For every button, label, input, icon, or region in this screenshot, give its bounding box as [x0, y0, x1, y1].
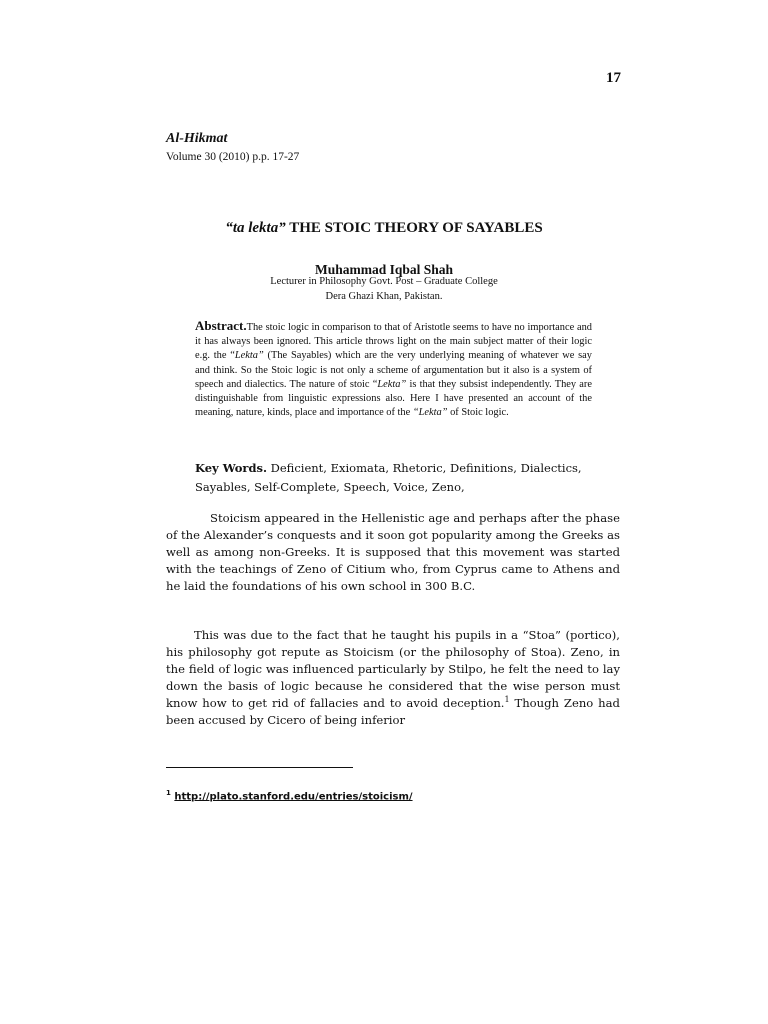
journal-name: Al-Hikmat: [166, 131, 228, 146]
keywords-list: Deficient, Exiomata, Rhetoric, Definitions, Dialectics, Sayables, Self-Complete, Speech, Voice, Zeno,: [195, 461, 582, 494]
body-paragraph-2: [166, 627, 620, 729]
body-paragraph-1: Stoicism appeared in the Hellenistic age and perhaps after the phase of the Alexander’s conquests and it soon got popularity among the Greeks as well as among non-Greeks. It is supposed that this movement was started with the teachings of Zeno of Citium who, from Cyprus came to Athens and he laid the foundations of his own school in 300 B.C.: [166, 511, 620, 593]
volume-line: Volume 30 (2010) p.p. 17-27: [166, 151, 300, 163]
footnote-link[interactable]: http://plato.stanford.edu/entries/stoicism/: [174, 791, 413, 803]
author-affiliation-1: Lecturer in Philosophy Govt. Post – Graduate College: [270, 276, 498, 287]
footnote-divider: [166, 767, 353, 768]
abstract-text-1: The stoic logic in comparison to that of Aristotle seems to have no importance and it has always been ignored. This article throws light on the main subject matter of their logic e.g. the “: [195, 322, 592, 362]
footnote: [166, 789, 413, 802]
article-title: [0, 220, 768, 237]
title-main: THE STOIC THEORY OF SAYABLES: [289, 220, 543, 236]
keywords: [195, 459, 592, 497]
page-number: 17: [606, 70, 621, 86]
author-name: Muhammad Iqbal Shah: [314, 262, 454, 277]
footnote-reference[interactable]: 1: [504, 695, 510, 705]
abstract-lekta-1: Lekta”: [234, 350, 264, 362]
author-affiliation-2: Dera Ghazi Khan, Pakistan.: [325, 291, 443, 302]
body-paragraph-2-continued: Though Zeno had been accused by Cicero of being inferior: [166, 696, 620, 727]
abstract-lekta-2: Lekta”: [377, 378, 407, 390]
abstract-lekta-3: “Lekta”: [412, 407, 448, 419]
body-paragraph-2-text: This was due to the fact that he taught his pupils in a “Stoa” (portico), his philosophy got repute as Stoicism (or the philosophy of Stoa). Zeno, in the field of logic was influenced particularly by Stilpo, he felt the need to lay down the basis of logic because he considered that the wise person must know how to get rid of fallacies and to avoid deception.: [166, 628, 620, 710]
footnote-number: 1: [166, 789, 171, 797]
abstract-text-2: (The Sayables) which are the very underlying meaning of whatever we say and think. So the Stoic logic is not only a scheme of argumentation but it also is a system of speech and dialectics. The nature of stoic “: [195, 350, 592, 390]
abstract-text-3: is that they subsist independently. They are distinguishable from linguistic expressions also. Here I have presented an account of the meaning, nature, kinds, place and importance of the: [195, 378, 592, 419]
abstract: [195, 319, 592, 420]
abstract-text-4: of Stoic logic.: [447, 407, 509, 419]
abstract-heading: Abstract.: [195, 318, 247, 333]
title-italic: “ta lekta”: [225, 220, 286, 236]
keywords-heading: Key Words.: [195, 461, 267, 475]
